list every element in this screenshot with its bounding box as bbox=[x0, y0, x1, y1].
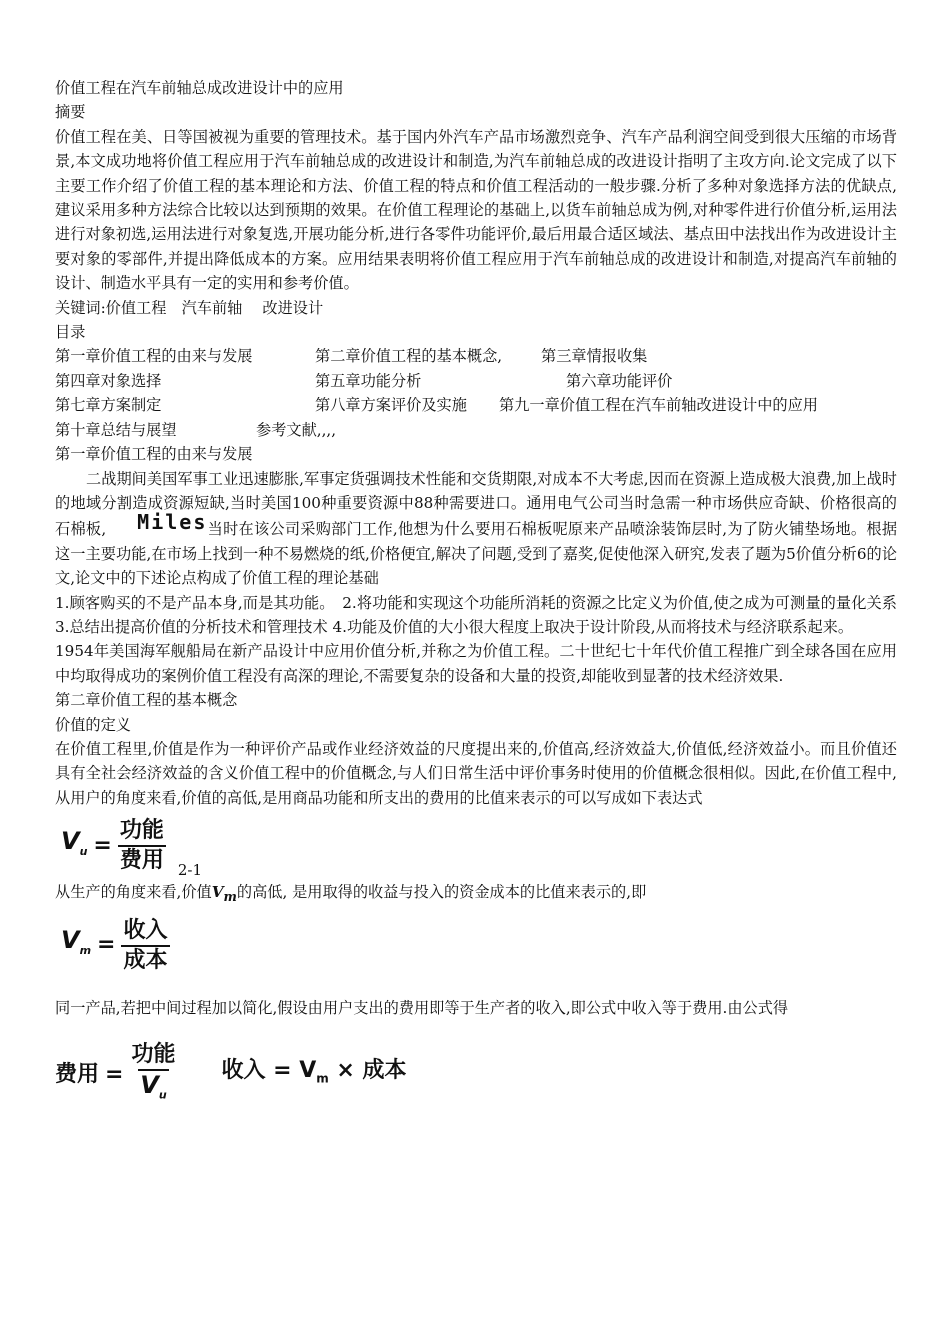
toc-item: 第三章情报收集 bbox=[541, 347, 648, 366]
formula-value-user bbox=[61, 816, 897, 879]
paragraph-text: 当时在该公司采购部门工作,他想为什么要用石棉板呢原来产品喷涂装饰层时,为了防火铺垫场地。根据这一主要功能,在市场上找到一种不易燃烧的纸,价格便宜,解决了问题,受到了嘉奖,促使他深入研究,发表了题为5价值分析6的论文,论文中的下述论点构成了价值工程的理论基础 bbox=[55, 520, 898, 588]
toc-item: 参考文献,,,, bbox=[256, 420, 337, 439]
toc-row bbox=[55, 344, 897, 368]
chapter1-points: 1.顾客购买的不是产品本身,而是其功能。 2.将功能和实现这个功能所消耗的资源之比定义为价值,使之成为可测量的量化关系 3.总结出提高价值的分析技术和管理技术 4.功能及价值的大小很大程度上取决于设计阶段,从而将技术与经济联系起来。 bbox=[55, 593, 897, 636]
toc-item: 第一章价值工程的由来与发展 bbox=[55, 347, 253, 366]
toc-item: 第九一章价值工程在汽车前轴改进设计中的应用 bbox=[499, 396, 818, 415]
document-page bbox=[55, 76, 897, 1110]
toc-item: 第十章总结与展望 bbox=[55, 420, 177, 439]
document-title: 价值工程在汽车前轴总成改进设计中的应用 bbox=[55, 79, 344, 97]
toc-item: 第五章功能分析 bbox=[315, 371, 422, 390]
toc-row bbox=[55, 418, 897, 442]
formula-variable: $V_u$ bbox=[61, 826, 88, 858]
abstract-heading: 摘要 bbox=[55, 103, 86, 122]
fraction bbox=[118, 817, 166, 875]
toc-item: 第八章方案评价及实施 bbox=[315, 396, 467, 415]
denominator: 费用 bbox=[118, 845, 166, 875]
chapter1-paragraph bbox=[55, 467, 897, 591]
toc-heading: 目录 bbox=[55, 323, 86, 342]
formula-number: 2-1 bbox=[177, 860, 203, 879]
chapter2-paragraph: 从生产的角度来看,价值$V_m$的高低, 是用取得的收益与投入的资金成本的比值来表示的,即 bbox=[55, 883, 647, 905]
toc-row bbox=[55, 369, 897, 393]
chapter2-heading: 第二章价值工程的基本概念 bbox=[55, 691, 238, 710]
denominator: 成本 bbox=[121, 945, 169, 975]
equals-sign: = bbox=[93, 832, 112, 858]
toc-row bbox=[55, 393, 897, 417]
formula-variable: $V_m$ bbox=[61, 926, 92, 957]
formula-derivation bbox=[55, 1040, 897, 1110]
chapter1-heading: 第一章价值工程的由来与发展 bbox=[55, 445, 253, 464]
numerator: 收入 bbox=[123, 917, 168, 943]
numerator: 功能 bbox=[131, 1041, 176, 1067]
equals-sign: = bbox=[97, 932, 116, 958]
denominator: $V_u$ bbox=[138, 1069, 168, 1109]
section-heading: 价值的定义 bbox=[55, 715, 131, 734]
toc-item: 第七章方案制定 bbox=[55, 396, 162, 415]
fraction bbox=[121, 917, 169, 975]
chapter2-paragraph: 在价值工程里,价值是作为一种评价产品或作业经济效益的尺度提出来的,价值高,经济效益大,价值低,经济效益小。而且价值还具有全社会经济效益的含义价值工程中的价值概念,与人们日常生活中评价事务时使用的价值概念很相似。因此,在价值工程中,从用户的角度来看,价值的高低,是用商品功能和所支出的费用的比值来表示的可以写成如下表达式 bbox=[55, 739, 897, 807]
toc-item: 第二章价值工程的基本概念, bbox=[315, 347, 503, 366]
chapter2-paragraph: 同一产品,若把中间过程加以简化,假设由用户支出的费用即等于生产者的收入,即公式中收入等于费用.由公式得 bbox=[55, 998, 789, 1017]
formula-left: 费用 bbox=[55, 1061, 100, 1087]
miles-name: Miles bbox=[137, 510, 208, 535]
inline-variable: $V_m$ bbox=[211, 883, 237, 905]
equals-sign: = bbox=[105, 1061, 124, 1087]
toc-item: 第四章对象选择 bbox=[55, 371, 162, 390]
numerator: 功能 bbox=[119, 818, 164, 844]
table-of-contents bbox=[55, 344, 897, 442]
keywords: 关键词:价值工程 汽车前轴 改进设计 bbox=[55, 298, 324, 317]
abstract-text: 价值工程在美、日等国被视为重要的管理技术。基于国内外汽车产品市场激烈竞争、汽车产品利润空间受到很大压缩的市场背景,本文成功地将价值工程应用于汽车前轴总成的改进设计和制造,为汽车前轴总成的改进设计指明了主攻方向.论文完成了以下主要工作介绍了价值工程的基本理论和方法、价值工程的特点和价值工程活动的一般步骤.分析了多种对象选择方法的优缺点,建议采用多种方法综合比较以达到预期的效果。在价值工程理论的基础上,以货车前轴总成为例,对种零件进行价值分析,运用法进行对象初选,运用法进行对象复选,开展功能分析,进行各零件功能评价,最后用最合适区域法、基点田中法找出作为改进设计主要对象的零部件,并提出降低成本的方案。应用结果表明将价值工程应用于汽车前轴总成的改进设计和制造,对提高汽车前轴的设计、制造水平具有一定的实用和参考价值。 bbox=[55, 127, 897, 293]
paragraph-text: 二战期间美国军事工业迅速膨胀,军事定货强调技术性能和交货期限,对成本不大考虑,因而在资源上造成极大浪费,加上战时的地域分割造成资源短缺,当时美国100种重要资源中88种需要进口。通用电气公司当时急需一种市场供应奇缺、价格很高的石棉板, bbox=[55, 469, 897, 539]
toc-item: 第六章功能评价 bbox=[566, 371, 673, 390]
chapter1-history: 1954年美国海军舰船局在新产品设计中应用价值分析,并称之为价值工程。二十世纪七十年代价值工程推广到全球各国在应用中均取得成功的案例价值工程没有高深的理论,不需要复杂的设备和大量的投资,却能收到显著的技术经济效果. bbox=[55, 642, 897, 685]
formula-value-producer bbox=[61, 916, 897, 976]
formula-right: 收入 = $V_m$ × 成本 bbox=[221, 1058, 407, 1086]
fraction bbox=[129, 1041, 177, 1109]
